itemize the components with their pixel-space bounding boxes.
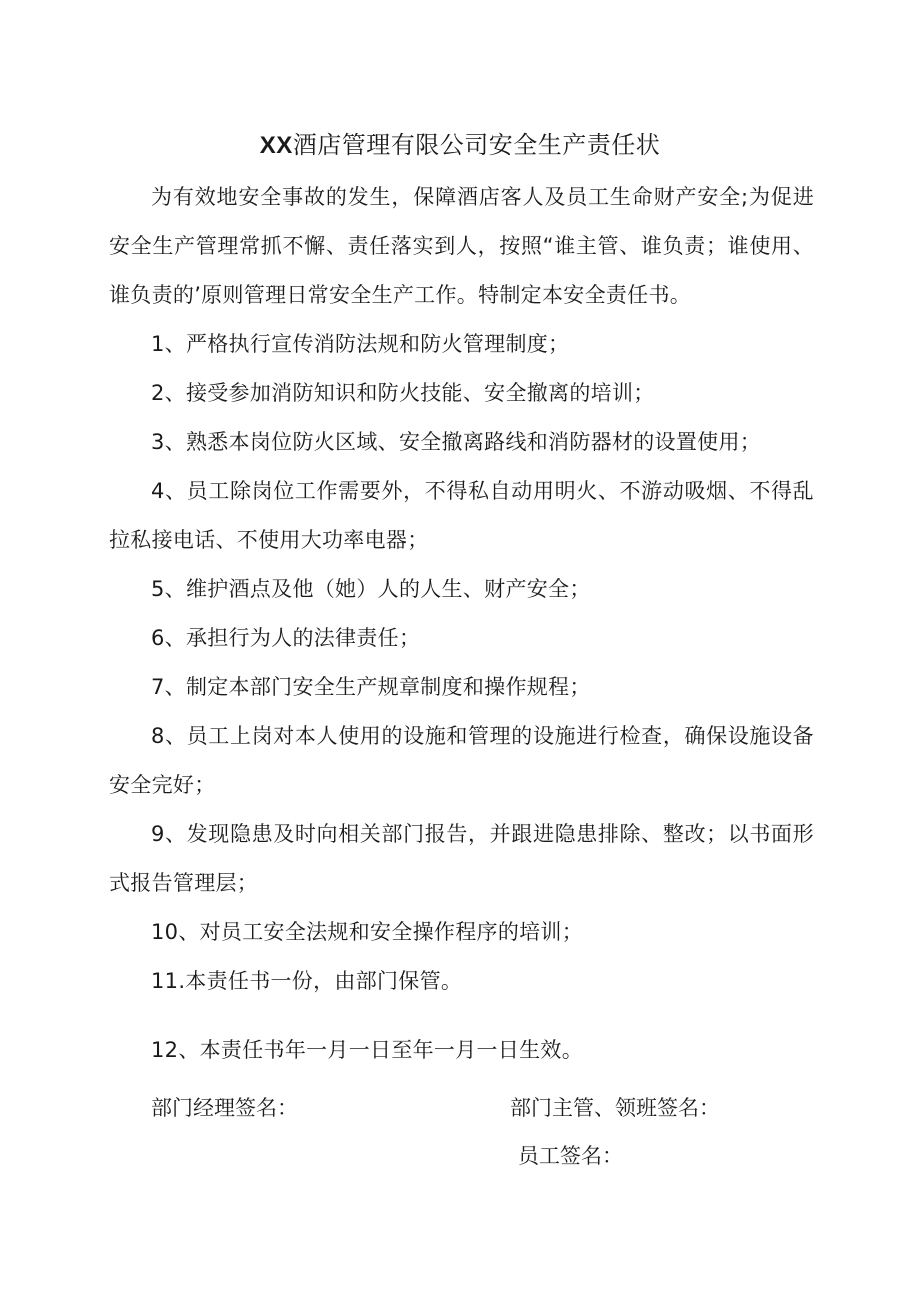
- document-title: [0, 128, 920, 163]
- clause-item: 10、对员工安全法规和安全操作程序的培训；: [151, 920, 584, 944]
- clause-item: 7、制定本部门安全生产规章制度和操作规程；: [151, 675, 591, 699]
- clause-item: 12、本责任书年一月一日至年一月一日生效。: [151, 1038, 584, 1062]
- clause-item: 3、熟悉本岗位防火区域、安全撤离路线和消防器材的设置使用；: [151, 430, 762, 454]
- supervisor-signature-label: 部门主管、领班签名：: [510, 1096, 720, 1120]
- document-body: [109, 173, 814, 1075]
- clause-item: 8、员工上岗对本人使用的设施和管理的设施进行检查，确保设施设备安全完好；: [109, 724, 814, 797]
- clause-item: 6、承担行为人的法律责任；: [151, 626, 421, 650]
- title-text: 酒店管理有限公司安全生产责任状: [292, 131, 661, 159]
- clause-item: 5、维护酒点及他（她）人的人生、财产安全；: [151, 577, 591, 601]
- clause-item: 2、接受参加消防知识和防火技能、安全撤离的培训；: [151, 381, 655, 405]
- clause-item: 1、严格执行宣传消防法规和防火管理制度；: [151, 332, 570, 356]
- clause-item: 4、员工除岗位工作需要外，不得私自动用明火、不游动吸烟、不得乱拉私接电话、不使用大功率电器；: [109, 479, 814, 552]
- manager-signature-label: 部门经理签名：: [151, 1096, 298, 1120]
- clause-item: 11.本责任书一份，由部门保管。: [151, 969, 463, 993]
- intro-paragraph: 为有效地安全事故的发生，保障酒店客人及员工生命财产安全;为促进安全生产管理常抓不懈、责任落实到人，按照“谁主管、谁负责；谁使用、谁负责的’原则管理日常安全生产工作。特制定本安全责任书。: [109, 185, 814, 307]
- employee-signature-label: 员工签名：: [518, 1144, 623, 1168]
- clause-item: 9、发现隐患及时向相关部门报告，并跟进隐患排除、整改；以书面形式报告管理层；: [109, 822, 814, 895]
- title-prefix: XX: [259, 132, 293, 159]
